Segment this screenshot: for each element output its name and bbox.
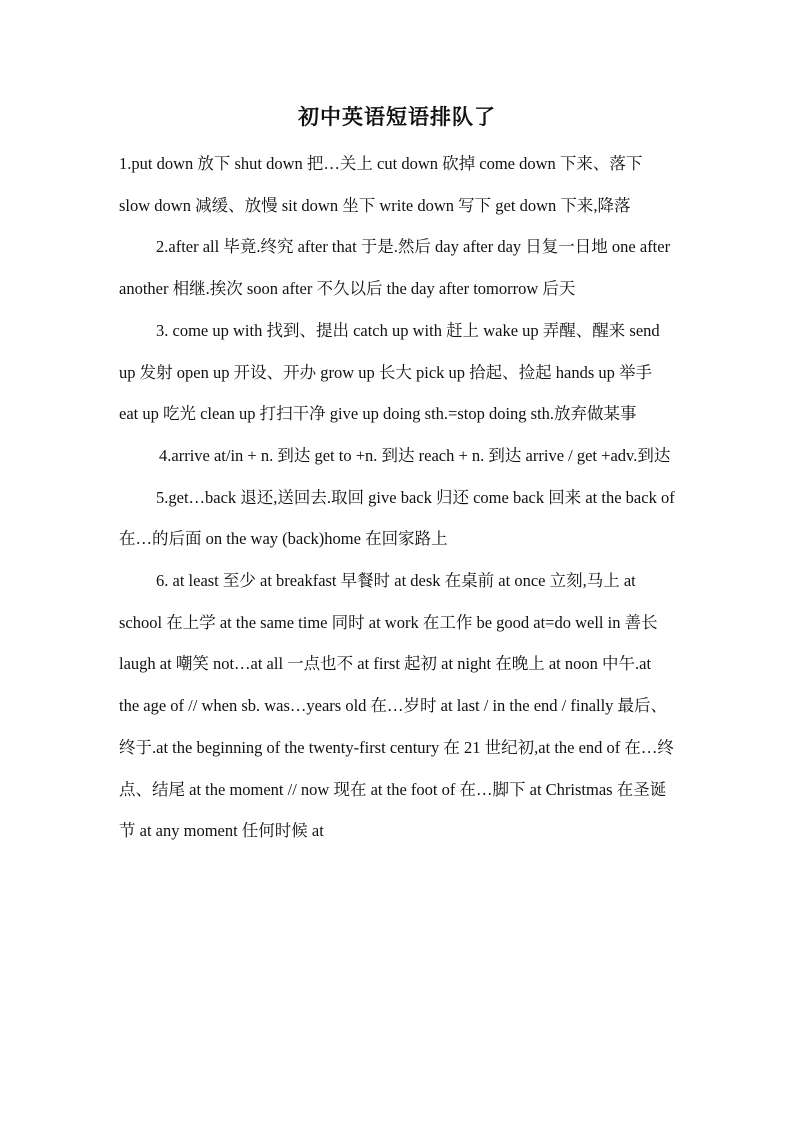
page-title: 初中英语短语排队了	[298, 105, 496, 129]
paragraph-3: 3. come up with 找到、提出 catch up with 赶上 wake up 弄醒、醒来 send up 发射 open up 开设、开办 grow up 长大 pick up 拾起、捡起 hands up 举手 eat up 吃光 clean up 打扫干净 give up doing sth.=stop doing sth.放弃做某事	[119, 320, 660, 424]
paragraph-2: 2.after all 毕竟.终究 after that 于是.然后 day after day 日复一日地 one after another 相继.挨次 soon after 不久以后 the day after tomorrow 后天	[119, 237, 671, 299]
paragraph-5: 5.get…back 退还,送回去.取回 give back 归还 come back 回来 at the back of 在…的后面 on the way (back)home 在回家路上	[119, 487, 675, 549]
paragraph-6: 6. at least 至少 at breakfast 早餐时 at desk 在桌前 at once 立刻,马上 at school 在上学 at the same time 同时 at work 在工作 be good at=do well in 善长 laugh at 嘲笑 not…at all 一点也不 at first 起初 at night 在晚上 at noon 中午.at the age of // when sb. was…years old 在…岁时 at last / in the end / finally 最后、终于.at the beginning of the twenty-first century 在 21 世纪初,at the end of 在…终点、结尾 at the moment // now 现在 at the foot of 在…脚下 at Christmas 在圣诞节 at any moment 任何时候 at	[119, 571, 674, 841]
document-body	[119, 143, 675, 852]
paragraph-4: 4.arrive at/in + n. 到达 get to +n. 到达 reach + n. 到达 arrive / get +adv.到达	[159, 445, 671, 465]
paragraph-1: 1.put down 放下 shut down 把…关上 cut down 砍掉 come down 下来、落下 slow down 减缓、放慢 sit down 坐下 write down 写下 get down 下来,降落	[119, 154, 643, 215]
